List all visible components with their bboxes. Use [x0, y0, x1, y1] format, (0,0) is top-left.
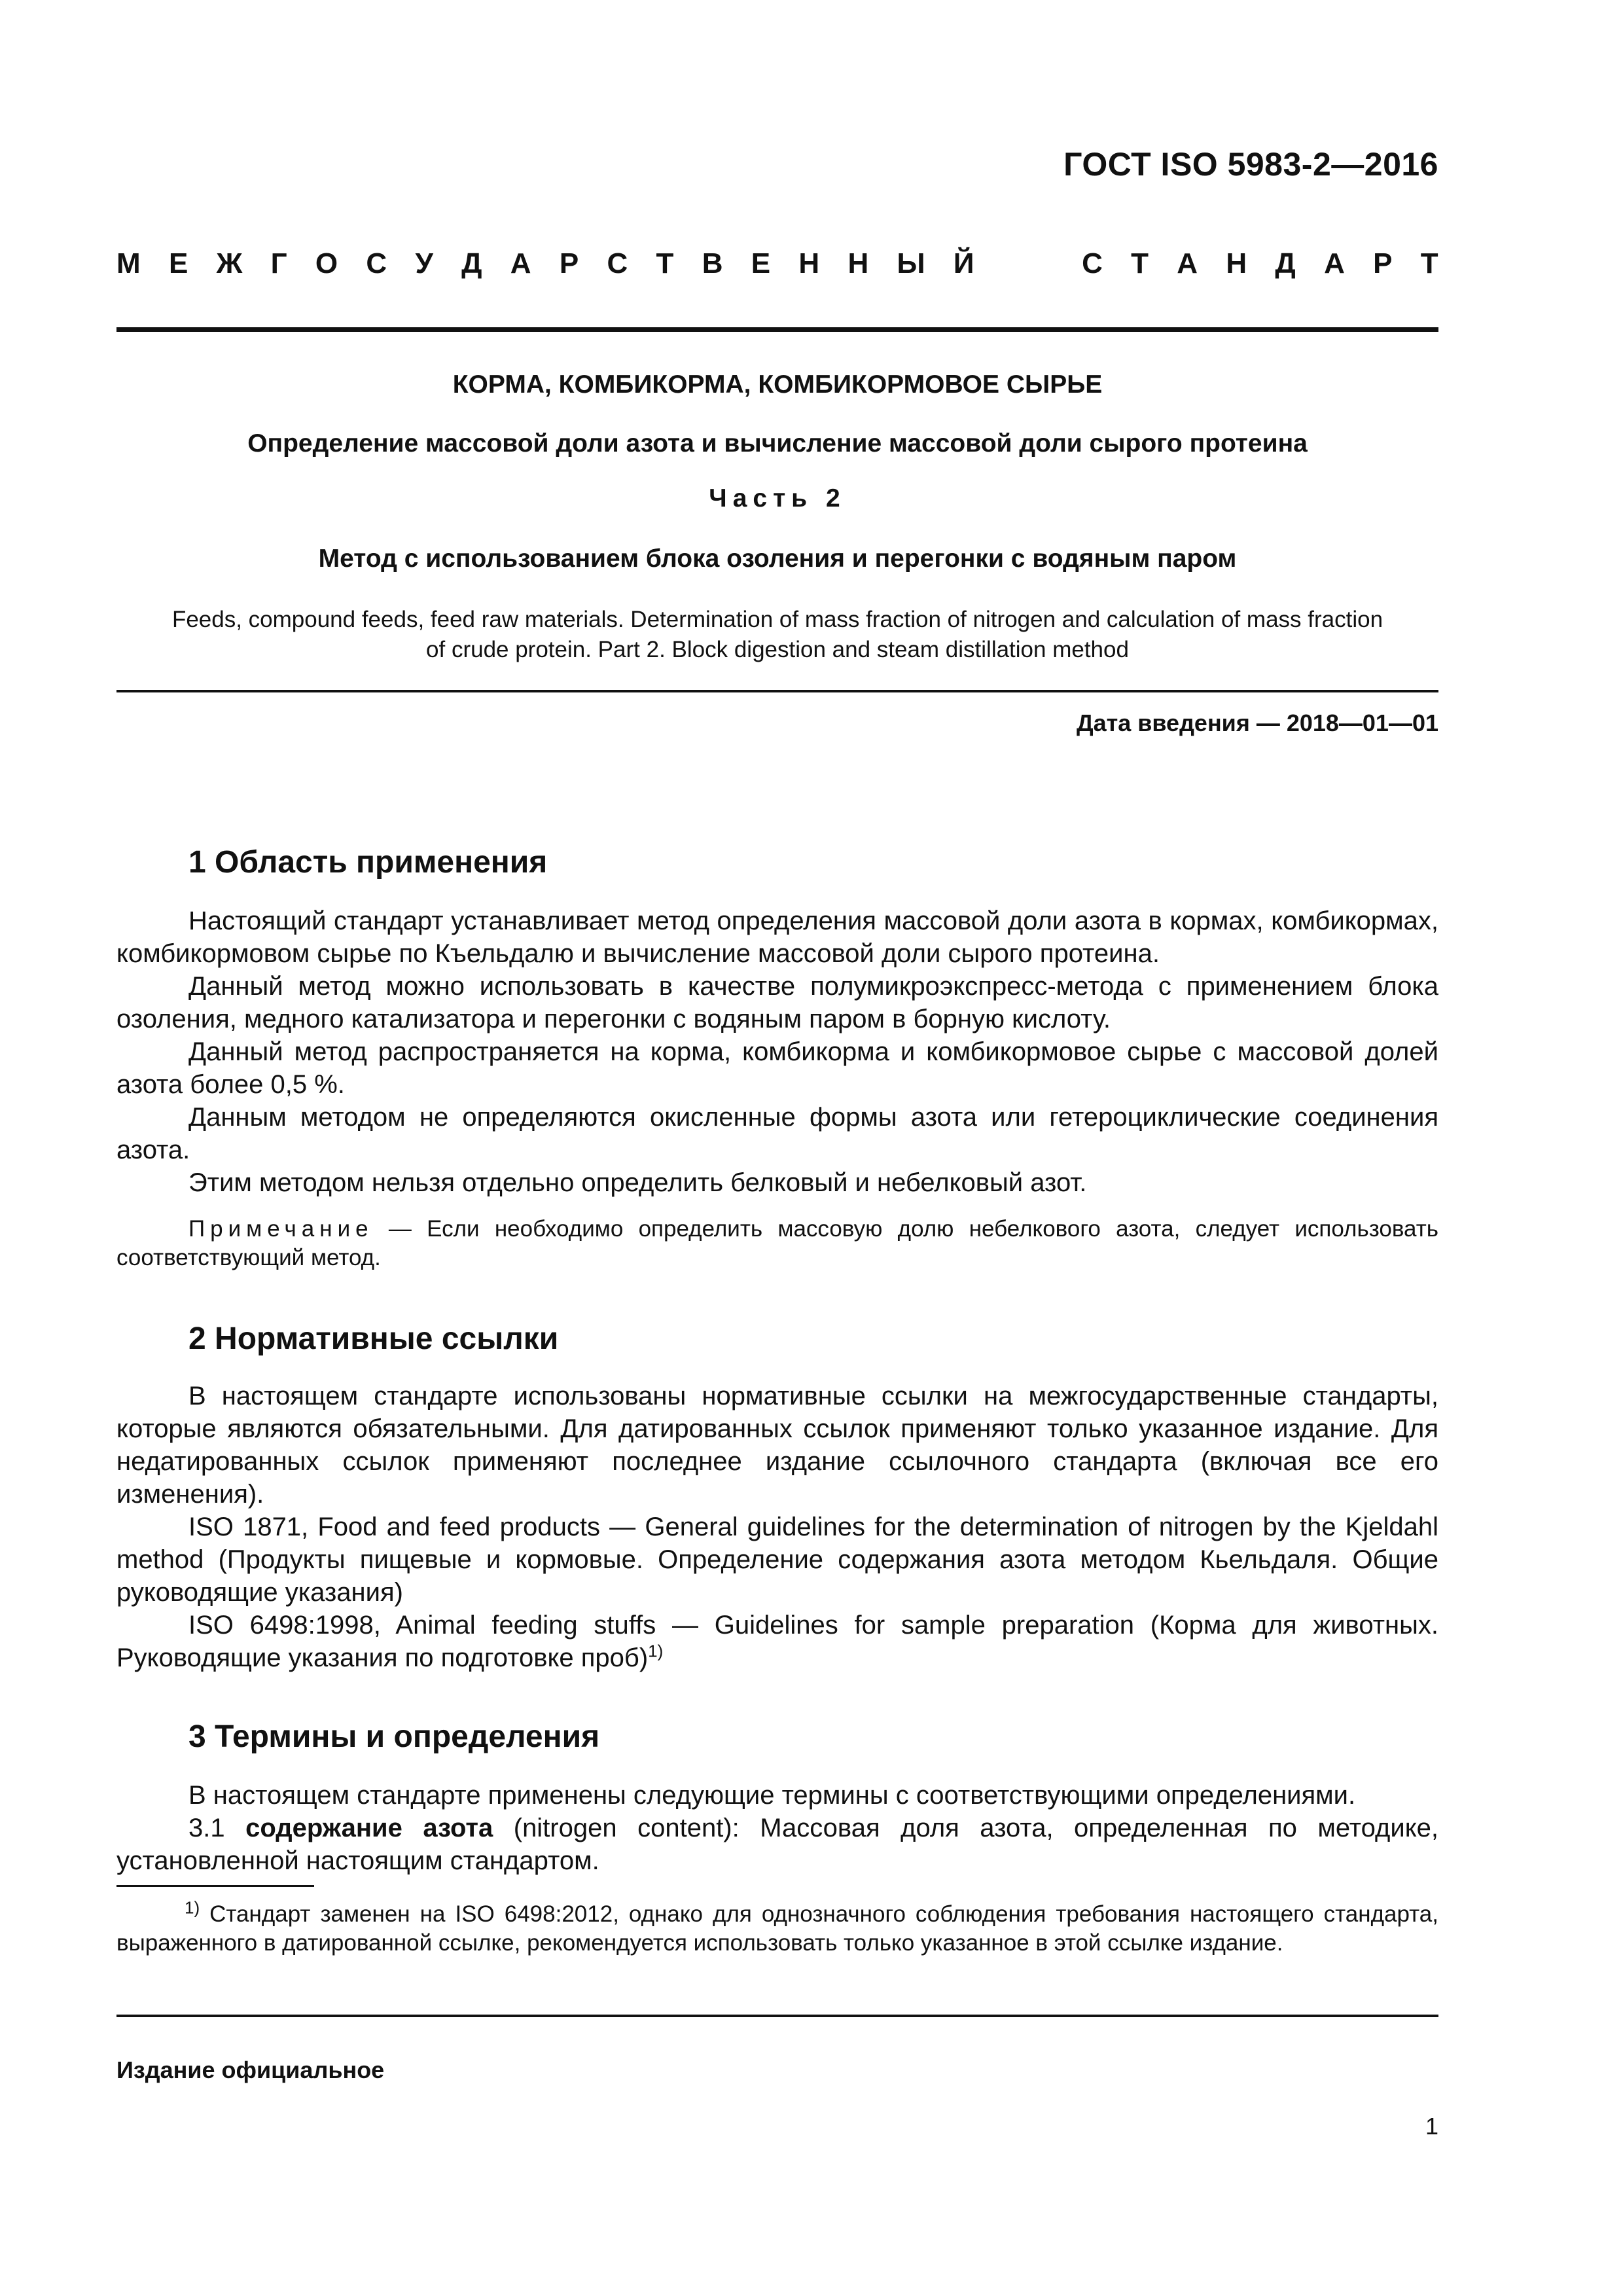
header-rule	[116, 327, 1438, 332]
footnote-text: Стандарт заменен на ISO 6498:2012, однако для однозначного соблюдения требования настоящего стандарта, выраженного в датированной ссылке, рекомендуется использовать только указанное в этой ссылке издание.	[116, 1901, 1438, 1956]
title-english	[116, 605, 1438, 665]
standard-type-letter: А	[1324, 247, 1345, 279]
standard-type-letter: Е	[751, 247, 771, 279]
page-number: 1	[1425, 2113, 1438, 2140]
standard-type-letter: В	[702, 247, 723, 279]
standard-type-letter: Р	[559, 247, 579, 279]
standard-type-heading	[116, 247, 1438, 280]
title-english-line-2: of crude protein. Part 2. Block digestion and steam distillation method	[426, 637, 1129, 662]
standard-type-letter: Н	[1226, 247, 1247, 279]
standard-type-letter: М	[116, 247, 141, 279]
standard-id: ГОСТ ISO 5983-2—2016	[1063, 146, 1438, 183]
standard-type-letter: Е	[168, 247, 188, 279]
standard-type-letter: Т	[1131, 247, 1149, 279]
section-3-term-definition	[116, 1812, 1438, 1877]
term-name: содержание азота	[245, 1814, 493, 1842]
section-1-heading: 1 Область применения	[188, 845, 548, 880]
title-main: КОРМА, КОМБИКОРМА, КОМБИКОРМОВОЕ СЫРЬЕ	[452, 370, 1103, 399]
title-english-line-1: Feeds, compound feeds, feed raw materials. Determination of mass fraction of nitrogen and calculation of mass fraction	[171, 607, 1383, 632]
section-1-paragraph-5: Этим методом нельзя отдельно определить белковый и небелковый азот.	[188, 1168, 1087, 1197]
section-2-paragraph-2: ISO 1871, Food and feed products — General guidelines for the determination of nitrogen by the Kjeldahl method (Продукты пищевые и кормовые. Определение содержания азота методом Кьельдаля. Общие руководящие указания)	[116, 1513, 1438, 1607]
standard-type-letter: Н	[798, 247, 820, 279]
footnote-rule	[116, 1885, 314, 1887]
title-part: Часть 2	[709, 484, 846, 512]
section-1-paragraph-4: Данным методом не определяются окисленные формы азота или гетероциклические соединения азота.	[116, 1103, 1438, 1164]
section-3-heading: 3 Термины и определения	[188, 1719, 600, 1754]
standard-type-letter: Ж	[216, 247, 243, 279]
title-subtitle: Определение массовой доли азота и вычисление массовой доли сырого протеина	[247, 429, 1308, 457]
standard-type-letter: Д	[1275, 247, 1296, 279]
title-rule	[116, 690, 1438, 692]
note-text: — Если необходимо определить массовую долю небелкового азота, следует использовать соответствующий метод.	[116, 1216, 1438, 1270]
standard-type-letter: Д	[461, 247, 482, 279]
term-number: 3.1	[188, 1814, 246, 1842]
standard-type-letter: О	[315, 247, 338, 279]
standard-type-letter: Т	[1420, 247, 1438, 279]
section-2-paragraph-3-text: ISO 6498:1998, Animal feeding stuffs — Guidelines for sample preparation (Корма для животных. Руководящие указания по подготовке проб)	[116, 1611, 1438, 1672]
footer-rule	[116, 2015, 1438, 2017]
standard-type-letter: Ы	[897, 247, 925, 279]
section-3-paragraph-1: В настоящем стандарте применены следующие термины с соответствующими определениями.	[188, 1781, 1356, 1810]
standard-type-letter: С	[366, 247, 387, 279]
standard-type-letter: У	[415, 247, 433, 279]
section-1-paragraph-1: Настоящий стандарт устанавливает метод определения массовой доли азота в кормах, комбикормах, комбикормовом сырье по Къельдалю и вычисление массовой доли сырого протеина.	[116, 906, 1438, 968]
footnote-reference[interactable]: 1)	[648, 1641, 664, 1661]
standard-type-letter: Р	[1373, 247, 1393, 279]
standard-type-letter: А	[510, 247, 531, 279]
footnote-marker: 1)	[185, 1897, 200, 1918]
section-2-paragraph-3	[116, 1609, 1438, 1674]
footnote	[116, 1897, 1438, 1958]
standard-type-letter: Й	[953, 247, 974, 279]
standard-type-letter: А	[1177, 247, 1198, 279]
edition-label: Издание официальное	[116, 2056, 385, 2083]
standard-type-letter: Г	[270, 247, 287, 279]
introduction-date: Дата введения — 2018—01—01	[1076, 709, 1438, 736]
standard-type-letter: Т	[656, 247, 674, 279]
section-2-heading: 2 Нормативные ссылки	[188, 1321, 559, 1356]
title-method: Метод с использованием блока озоления и перегонки с водяным паром	[318, 545, 1237, 573]
word-gap	[1003, 247, 1054, 280]
section-1-paragraph-2: Данный метод можно использовать в качестве полумикроэкспресс-метода с применением блока озоления, медного катализатора и перегонки с водяным паром в борную кислоту.	[116, 972, 1438, 1033]
document-page	[116, 0, 1438, 2296]
section-1-note	[116, 1215, 1438, 1272]
standard-type-letter: С	[607, 247, 628, 279]
section-1-paragraph-3: Данный метод распространяется на корма, комбикорма и комбикормовое сырье с массовой долей азота более 0,5 %.	[116, 1037, 1438, 1099]
note-label: Примечание	[188, 1216, 374, 1242]
section-2-paragraph-1: В настоящем стандарте использованы нормативные ссылки на межгосударственные стандарты, которые являются обязательными. Для датированных ссылок применяют только указанное издание. Для недатированных ссылок применяют последнее издание ссылочного стандарта (включая все его изменения).	[116, 1382, 1438, 1509]
standard-type-letter: Н	[847, 247, 869, 279]
term-english: (nitrogen content):	[493, 1814, 760, 1842]
standard-type-letter: С	[1082, 247, 1103, 279]
term-definition-text: Массовая доля азота, определенная по методике, установленной настоящим стандартом.	[116, 1814, 1439, 1875]
